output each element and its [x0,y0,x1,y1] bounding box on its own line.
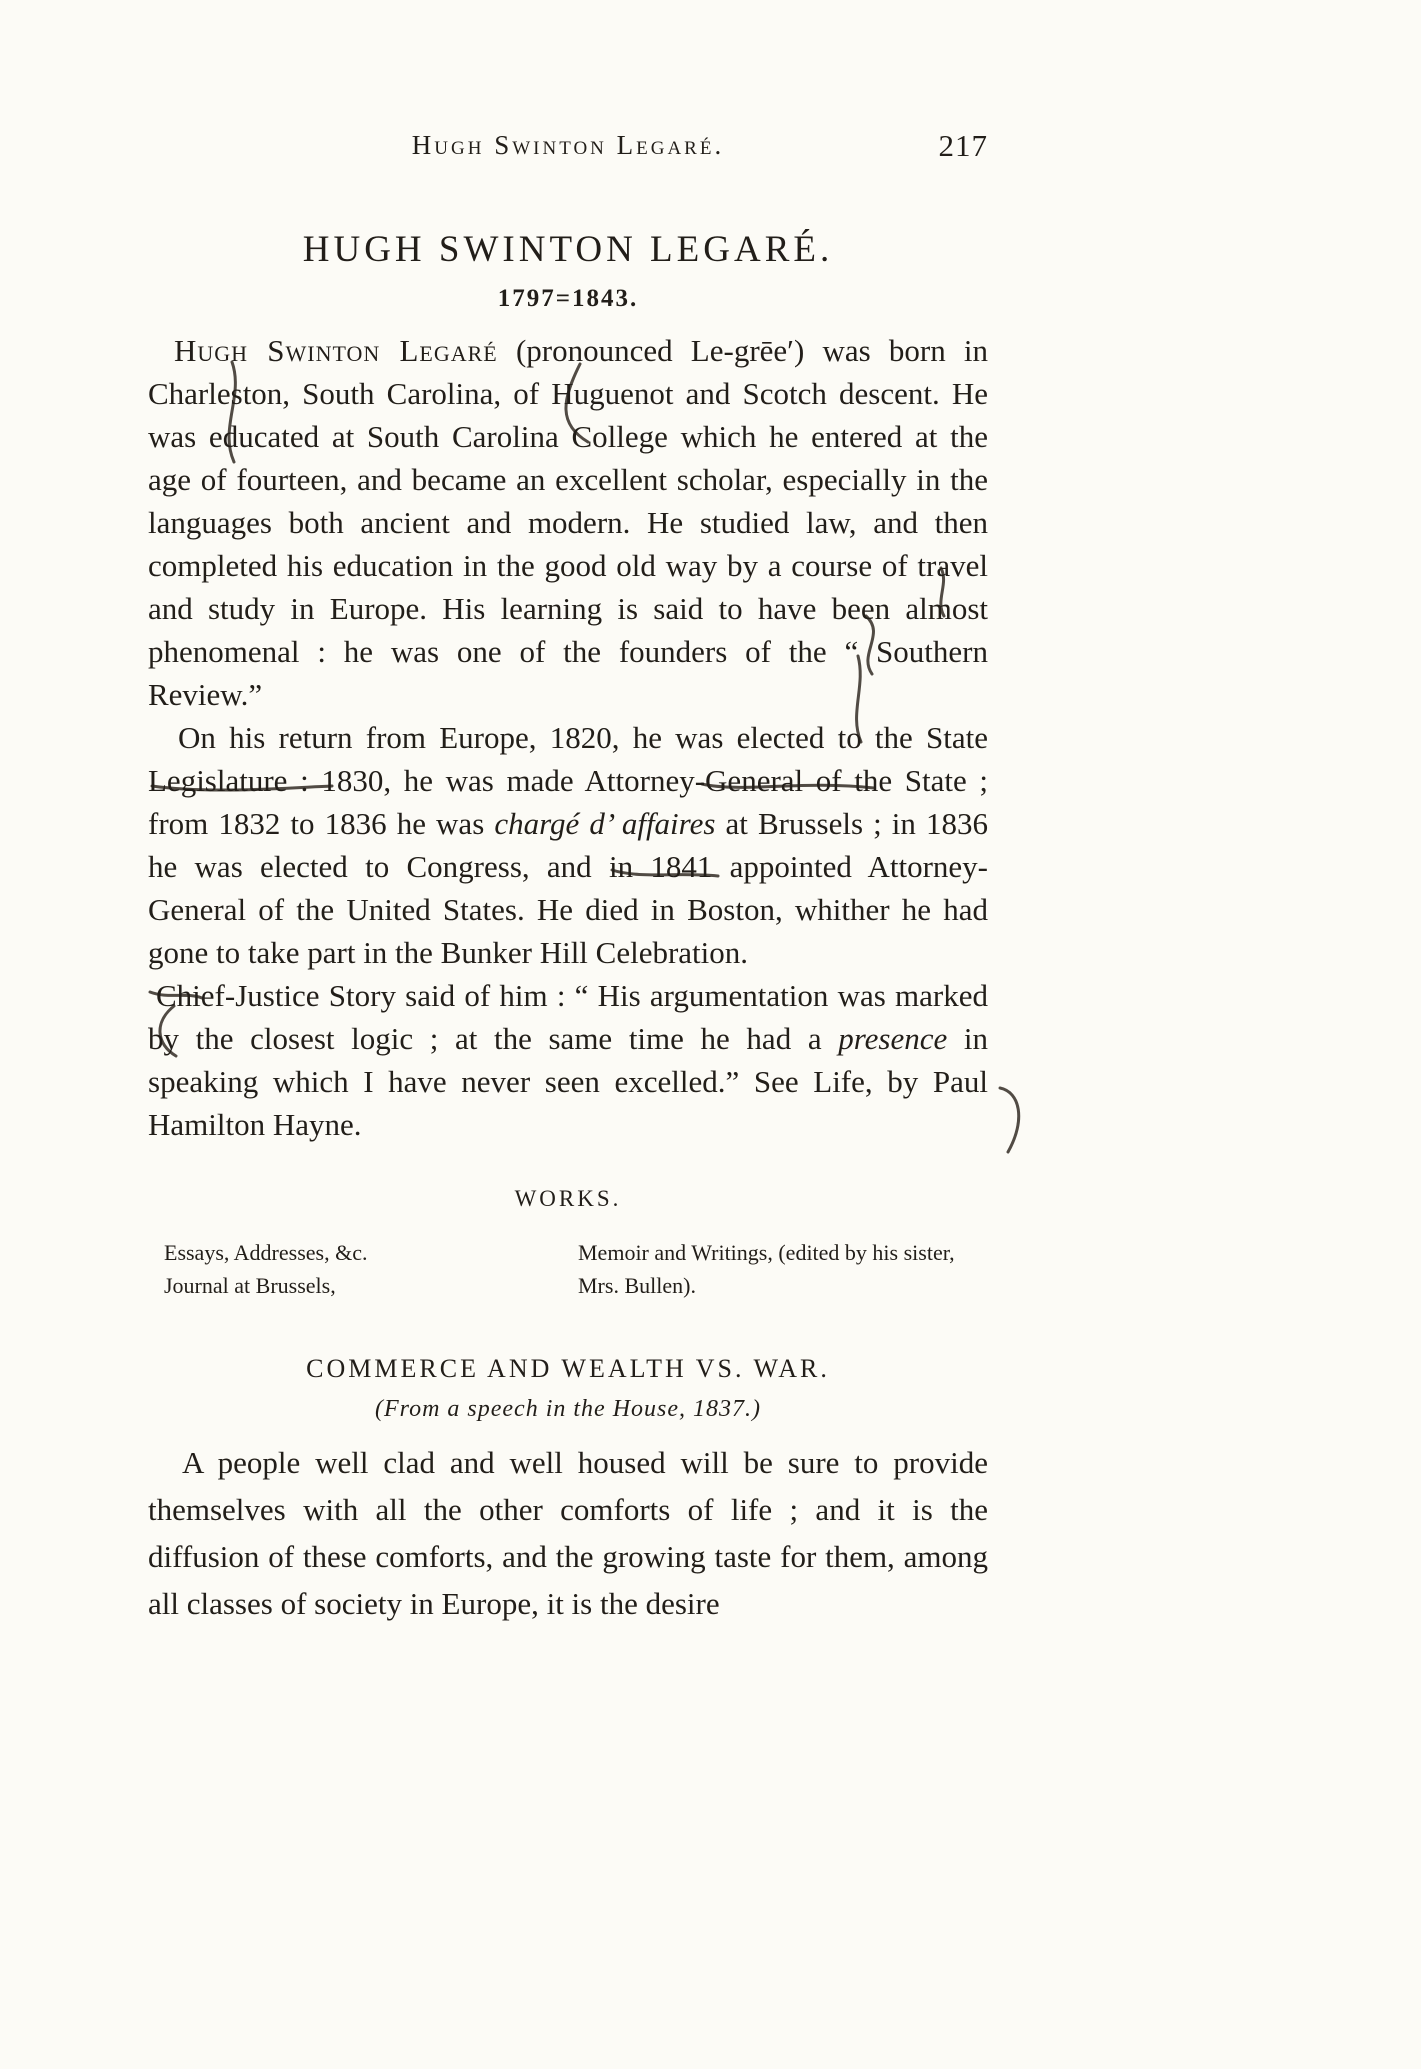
works-item: Memoir and Writings, (edited by his sister, Mrs. Bullen). [578,1240,955,1298]
bio-paragraph-2 [148,716,988,974]
author-name-smallcaps: Hugh Swinton Legaré [174,333,498,368]
speech-section [148,1354,988,1627]
speech-source-line: (From a speech in the House, 1837.) [374,1396,762,1422]
presence-italic: presence [838,1021,948,1056]
biography-section [148,329,988,1146]
text-block [148,130,988,1627]
chapter-title: HUGH SWINTON LEGARÉ. [302,229,834,270]
speech-paragraph: A people well clad and well housed will be sure to provide themselves with all the other comforts of life ; and it is the diffusion of these comforts, and the growing taste for them, among all classes of society in Europe, it is the desire [148,1445,988,1621]
bio-paragraph-1 [148,329,988,716]
bio-paragraph-3-text-b: in speaking which I have never seen excelled.” See Life, by Paul Hamilton Hayne. [148,1021,988,1142]
works-item: Essays, Addresses, &c. [164,1240,368,1265]
running-title: Hugh Swinton Legaré. [411,130,725,160]
works-list [148,1236,988,1302]
works-heading: WORKS. [514,1186,622,1211]
speech-heading: COMMERCE AND WEALTH VS. WAR. [306,1354,830,1383]
bio-paragraph-2-text-a: On his return from Europe, 1820, he was elected to the State Legislature : 1830, he was made Attorney-General of the State ; from 1832 to 1836 he was [148,720,988,841]
works-item: Journal at Brussels, [164,1273,336,1298]
bio-paragraph-3 [148,974,988,1146]
works-column-right [578,1236,988,1302]
charge-d-affaires-italic: chargé d’ affaires [494,806,716,841]
works-section [148,1186,988,1302]
running-header [148,130,988,170]
bio-paragraph-1-text: (pronounced Le-grēe′) was born in Charleston, South Carolina, of Huguenot and Scotch descent. He was educated at South Carolina College which he entered at the age of fourteen, and became an excellent scholar, especially in the languages both ancient and modern. He studied law, and then completed his education in the good old way by a course of travel and study in Europe. His learning is said to have been almost phenomenal : he was one of the founders of the “ Southern Review.” [148,333,988,712]
bio-paragraph-3-text-a: Chief-Justice Story said of him : “ His argumentation was marked by the closest logic ; at the same time he had a [148,978,988,1056]
bio-paragraph-2-text-b: at Brussels ; in 1836 he was elected to Congress, and in 1841 appointed Attorney-General of the United States. He died in Boston, whither he had gone to take part in the Bunker Hill Celebration. [148,806,988,970]
page-number: 217 [938,128,988,163]
life-dates: 1797=1843. [497,285,639,312]
works-column-left [148,1236,578,1302]
pen-mark-close-bracket [1000,1088,1019,1152]
